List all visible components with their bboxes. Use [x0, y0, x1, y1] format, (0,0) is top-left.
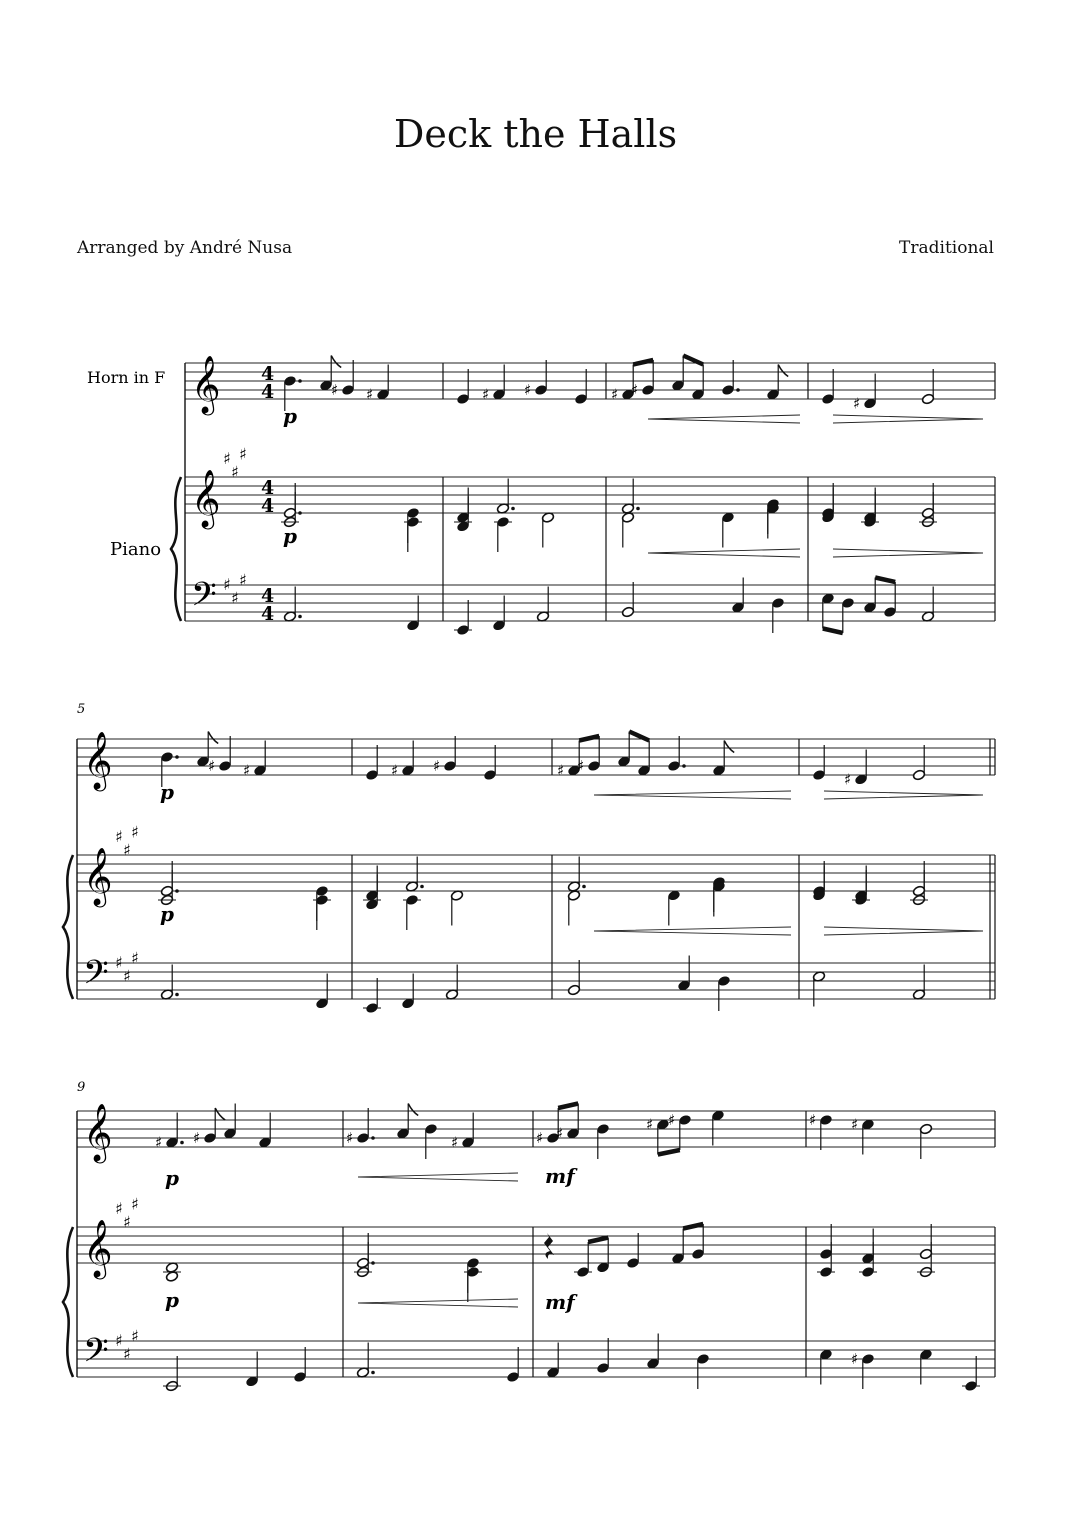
- instrument-label-horn: Horn in F: [87, 368, 166, 387]
- note-beam: [579, 736, 599, 741]
- key-signature-sharp: ♯: [239, 444, 247, 464]
- key-signature-sharp: ♯: [123, 1344, 131, 1364]
- dot: [682, 764, 686, 768]
- note-flag: [215, 1108, 225, 1120]
- key-signature-sharp: ♯: [131, 1326, 139, 1346]
- bass-clef-icon: 𝄢: [83, 954, 109, 1000]
- treble-clef-icon: 𝄞: [191, 355, 221, 413]
- sharp-sign: ♯: [155, 1133, 163, 1152]
- key-signature-sharp: ♯: [115, 953, 123, 972]
- piano-brace: [63, 855, 73, 999]
- key-signature-sharp: ♯: [123, 840, 131, 860]
- note-flag: [408, 1104, 418, 1116]
- key-signature-sharp: ♯: [131, 948, 139, 968]
- sharp-sign: ♯: [193, 1129, 201, 1147]
- note-beam: [823, 629, 843, 634]
- key-signature-sharp: ♯: [123, 1212, 131, 1232]
- key-signature-sharp: ♯: [131, 1194, 139, 1214]
- dot: [175, 993, 179, 997]
- note-beam: [558, 1104, 578, 1109]
- sharp-sign: ♯: [844, 770, 852, 789]
- dynamic-marking: p: [165, 1166, 179, 1190]
- key-signature-sharp: ♯: [231, 588, 239, 608]
- sharp-sign: ♯: [536, 1129, 544, 1147]
- dot: [175, 889, 179, 893]
- time-signature-numerator: 4: [261, 363, 275, 385]
- music-notation: [63, 355, 995, 1392]
- sharp-sign: ♯: [853, 394, 861, 413]
- treble-clef-icon: 𝄞: [83, 847, 113, 905]
- piano-brace: [171, 477, 181, 621]
- dot: [511, 507, 515, 511]
- dynamic-marking: mf: [545, 1164, 575, 1188]
- time-signature-denominator: 4: [261, 495, 275, 517]
- sharp-sign: ♯: [243, 761, 251, 780]
- time-signature-denominator: 4: [261, 603, 275, 625]
- sharp-sign: ♯: [208, 757, 216, 775]
- dot: [298, 511, 302, 515]
- dot: [371, 1261, 375, 1265]
- dot: [636, 507, 640, 511]
- decrescendo-hairpin: [833, 549, 983, 557]
- sharp-sign: ♯: [346, 1129, 354, 1147]
- sharp-sign: ♯: [524, 381, 532, 399]
- dynamic-marking: p: [283, 404, 297, 428]
- key-signature-sharp: ♯: [131, 822, 139, 842]
- key-signature-sharp: ♯: [231, 462, 239, 482]
- dot: [582, 885, 586, 889]
- note-beam: [588, 1238, 608, 1243]
- sharp-sign: ♯: [631, 381, 639, 399]
- crescendo-hairpin: [648, 415, 800, 423]
- dot: [180, 1141, 184, 1145]
- treble-clef-icon: 𝄞: [83, 1103, 113, 1161]
- note-flag: [208, 732, 218, 744]
- decrescendo-hairpin: [833, 415, 983, 423]
- note-flag: [778, 365, 788, 377]
- dynamic-marking: p: [165, 1288, 179, 1312]
- dynamic-marking: p: [160, 780, 174, 804]
- arranger-credit: Arranged by André Nusa: [77, 238, 293, 258]
- key-signature-sharp: ♯: [115, 1199, 123, 1218]
- key-signature-sharp: ♯: [123, 966, 131, 986]
- key-signature-sharp: ♯: [239, 570, 247, 590]
- treble-clef-icon: 𝄞: [83, 1219, 113, 1277]
- sharp-sign: ♯: [557, 761, 565, 780]
- key-signature-sharp: ♯: [115, 827, 123, 846]
- crescendo-hairpin: [648, 549, 800, 557]
- note-flag: [331, 356, 341, 368]
- dot: [298, 379, 302, 383]
- note-beam: [633, 360, 653, 365]
- key-signature-sharp: ♯: [223, 449, 231, 468]
- sharp-sign: ♯: [577, 757, 585, 775]
- time-signature-denominator: 4: [261, 381, 275, 403]
- crescendo-hairpin: [594, 791, 791, 799]
- note-beam: [875, 578, 895, 583]
- decrescendo-hairpin: [824, 791, 983, 799]
- sharp-sign: ♯: [851, 1115, 859, 1134]
- bass-clef-icon: 𝄢: [83, 1332, 109, 1378]
- crescendo-hairpin: [358, 1173, 518, 1181]
- piano-brace: [63, 1227, 73, 1377]
- dot: [371, 1371, 375, 1375]
- measure-number-9: 9: [77, 1080, 86, 1095]
- treble-clef-icon: 𝄞: [83, 731, 113, 789]
- note-beam: [658, 1150, 680, 1155]
- crescendo-hairpin: [594, 927, 791, 935]
- sharp-sign: ♯: [809, 1111, 817, 1129]
- sharp-sign: ♯: [391, 761, 399, 780]
- sharp-sign: ♯: [556, 1124, 564, 1143]
- dot: [736, 388, 740, 392]
- dynamic-marking: p: [283, 524, 297, 548]
- dot: [371, 1136, 375, 1140]
- composer-credit: Traditional: [899, 238, 994, 258]
- dynamic-marking: p: [160, 902, 174, 926]
- crescendo-hairpin: [358, 1299, 518, 1307]
- treble-clef-icon: 𝄞: [191, 469, 221, 527]
- dot: [175, 755, 179, 759]
- dot: [420, 885, 424, 889]
- sharp-sign: ♯: [851, 1350, 859, 1368]
- instrument-label-piano: Piano: [110, 539, 162, 560]
- note-flag: [724, 741, 734, 753]
- measure-number-5: 5: [77, 702, 86, 717]
- sharp-sign: ♯: [433, 757, 441, 775]
- quarter-rest: [544, 1233, 554, 1259]
- sharp-sign: ♯: [646, 1115, 654, 1134]
- note-beam: [683, 1224, 703, 1229]
- sharp-sign: ♯: [451, 1133, 459, 1152]
- dynamic-marking: mf: [545, 1290, 575, 1314]
- time-signature-numerator: 4: [261, 585, 275, 607]
- page-title: Deck the Halls: [393, 112, 678, 156]
- sharp-sign: ♯: [611, 385, 619, 404]
- sharp-sign: ♯: [366, 385, 374, 404]
- sharp-sign: ♯: [331, 381, 339, 399]
- time-signature-numerator: 4: [261, 477, 275, 499]
- dot: [298, 615, 302, 619]
- key-signature-sharp: ♯: [115, 1331, 123, 1350]
- decrescendo-hairpin: [824, 927, 983, 935]
- key-signature-sharp: ♯: [223, 575, 231, 594]
- sharp-sign: ♯: [482, 385, 490, 404]
- sharp-sign: ♯: [668, 1111, 676, 1129]
- bass-clef-icon: 𝄢: [191, 576, 217, 622]
